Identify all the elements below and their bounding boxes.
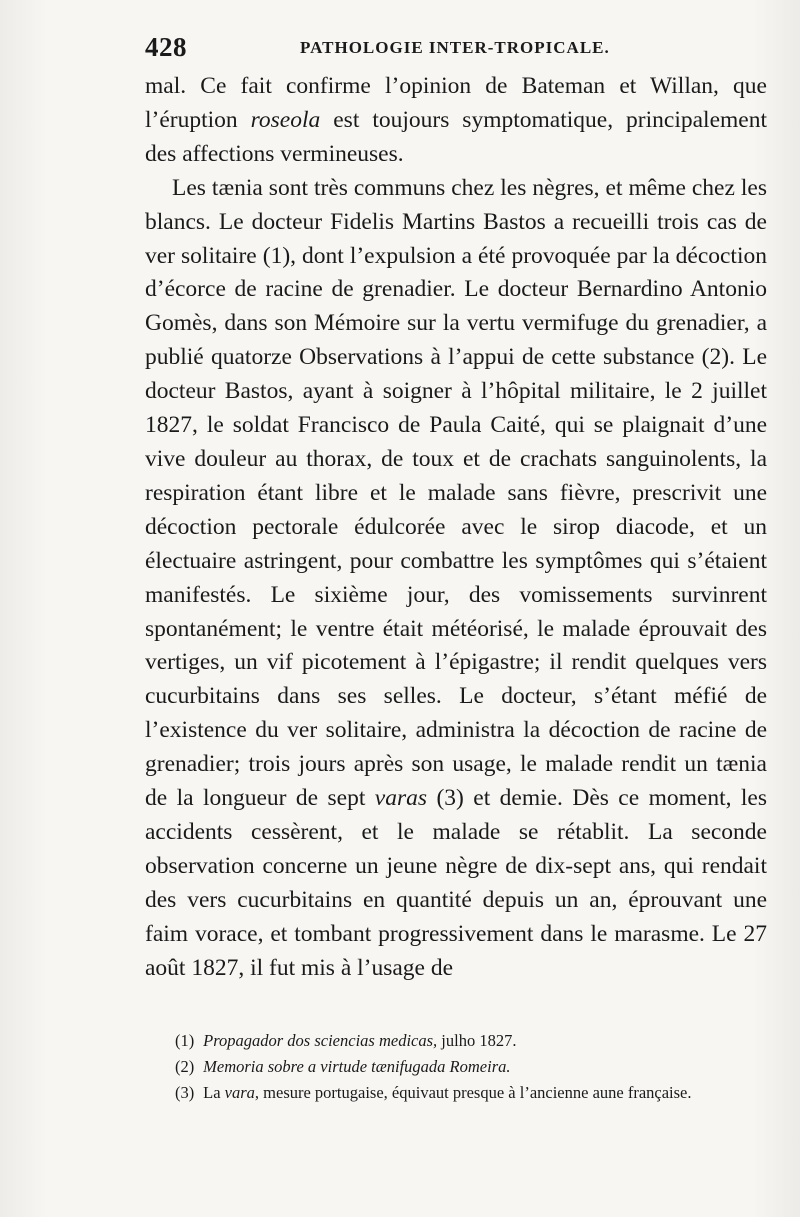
p2-text-c: (3) et demie. Dès ce moment, les accidents cessèrent, et le malade se rétablit. La seconde observation concerne un jeune nègre de dix-sept ans, qui rendait des vers cucurbitains en quantité depuis un an, éprouvant une faim vorace, et tombant progressivement dans le marasme. Le 27 août 1827, il fut mis à l’usage de: [145, 785, 767, 981]
footnote-2-title: Memoria sobre a virtude tænifugada Romeira.: [203, 1057, 511, 1076]
body-text: [145, 70, 767, 985]
page-header: [145, 32, 765, 62]
footnote-3-pre: La: [203, 1083, 225, 1102]
footnote-3-rest: , mesure portugaise, équivaut presque à l’ancienne aune française.: [254, 1083, 692, 1102]
footnote-2-number: (2): [175, 1057, 195, 1076]
page-number: 428: [145, 32, 187, 62]
p1-italic-roseola: roseola: [250, 106, 321, 133]
p1-text-c: est toujours symptomatique, principalement des affections vermineuses.: [145, 106, 767, 167]
p2-text-a: Les tænia sont très communs chez les nègres, et même chez les blancs. Le docteur Fidelis Martins Bastos a recueilli trois cas de ver solitaire (1), dont l’expulsion a été provoquée par la décoction d’écorce de racine de grenadier. Le docteur Bernardino Antonio Gomès, dans son Mémoire sur la vertu vermifuge du grenadier, a publié quatorze Observations à l’appui de cette substance (2). Le docteur Bastos, ayant à soigner à l’hôpital militaire, le 2 juillet 1827, le soldat Francisco de Paula Caité, qui se plaignait d’une vive douleur au thorax, de toux et de crachats sanguinolents, la respiration étant libre et le malade sans fièvre, prescrivit une décoction pectorale édulcorée avec le sirop diacode, et un électuaire astringent, pour combattre les symptômes qui s’étaient manifestés. Le sixième jour, des vomissements survinrent spontanément; le ventre était météorisé, le malade éprouvait des vertiges, un vif picotement à l’épigastre; il rendit quelques vers cucurbitains dans ses selles. Le docteur, s’étant méfié de l’existence du ver solitaire, administra la décoction de racine de grenadier; trois jours après son usage, le malade rendit un tænia de la longueur de sept: [145, 174, 767, 812]
footnotes: [148, 1028, 772, 1106]
paragraph-2: [145, 172, 767, 986]
footnote-3-number: (3): [175, 1083, 195, 1102]
running-head: PATHOLOGIE INTER-TROPICALE.: [300, 38, 610, 57]
footnote-1-title: Propagador dos sciencias medicas,: [203, 1031, 438, 1050]
footnote-1: [148, 1028, 772, 1054]
footnote-3-italic: vara: [224, 1083, 255, 1102]
footnote-1-number: (1): [175, 1031, 195, 1050]
footnote-2: [148, 1054, 772, 1080]
p2-italic-varas: varas: [374, 785, 428, 812]
footnote-3: [148, 1080, 772, 1106]
paragraph-1: [145, 70, 767, 172]
p1-text-a: mal. Ce fait confirme l’opinion de Bateman et Willan, que l’éruption: [145, 73, 767, 133]
footnote-1-rest: julho 1827.: [437, 1031, 517, 1050]
